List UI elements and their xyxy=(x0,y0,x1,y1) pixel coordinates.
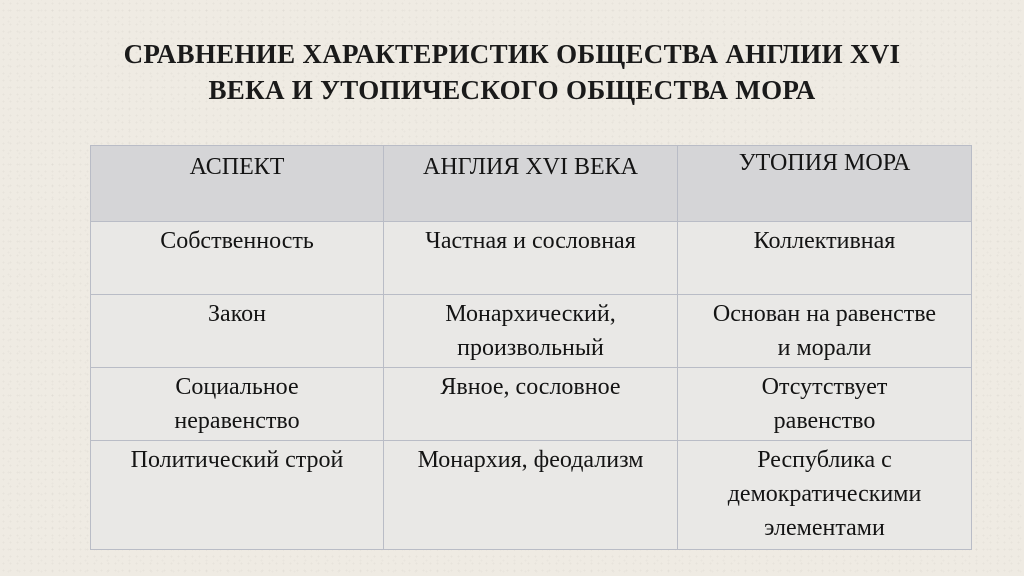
table-row xyxy=(91,368,972,441)
table-cell: Явное, сословное xyxy=(384,368,678,441)
table-header-row xyxy=(91,146,972,222)
table-row xyxy=(91,222,972,295)
table-row xyxy=(91,441,972,550)
table-cell: Политический строй xyxy=(91,441,384,550)
comparison-table xyxy=(90,145,972,550)
table-cell: Республика с демократическими элементами xyxy=(678,441,972,550)
table-cell: Отсутствует равенство xyxy=(678,368,972,441)
header-cell-aspect: АСПЕКТ xyxy=(91,146,384,222)
header-cell-england: АНГЛИЯ XVI ВЕКА xyxy=(384,146,678,222)
table-cell: Социальное неравенство xyxy=(91,368,384,441)
table-cell: Закон xyxy=(91,295,384,368)
table-cell: Коллективная xyxy=(678,222,972,295)
table-cell: Монархия, феодализм xyxy=(384,441,678,550)
slide-title xyxy=(40,36,984,108)
slide-title-line-2: ВЕКА И УТОПИЧЕСКОГО ОБЩЕСТВА МОРА xyxy=(208,75,816,105)
table-cell: Основан на равенстве и морали xyxy=(678,295,972,368)
table-cell: Собственность xyxy=(91,222,384,295)
table-row xyxy=(91,295,972,368)
header-cell-utopia: УТОПИЯ МОРА xyxy=(678,146,972,222)
slide-title-line-1: СРАВНЕНИЕ ХАРАКТЕРИСТИК ОБЩЕСТВА АНГЛИИ XVI xyxy=(123,39,901,69)
table-cell: Монархический, произвольный xyxy=(384,295,678,368)
table-cell: Частная и сословная xyxy=(384,222,678,295)
